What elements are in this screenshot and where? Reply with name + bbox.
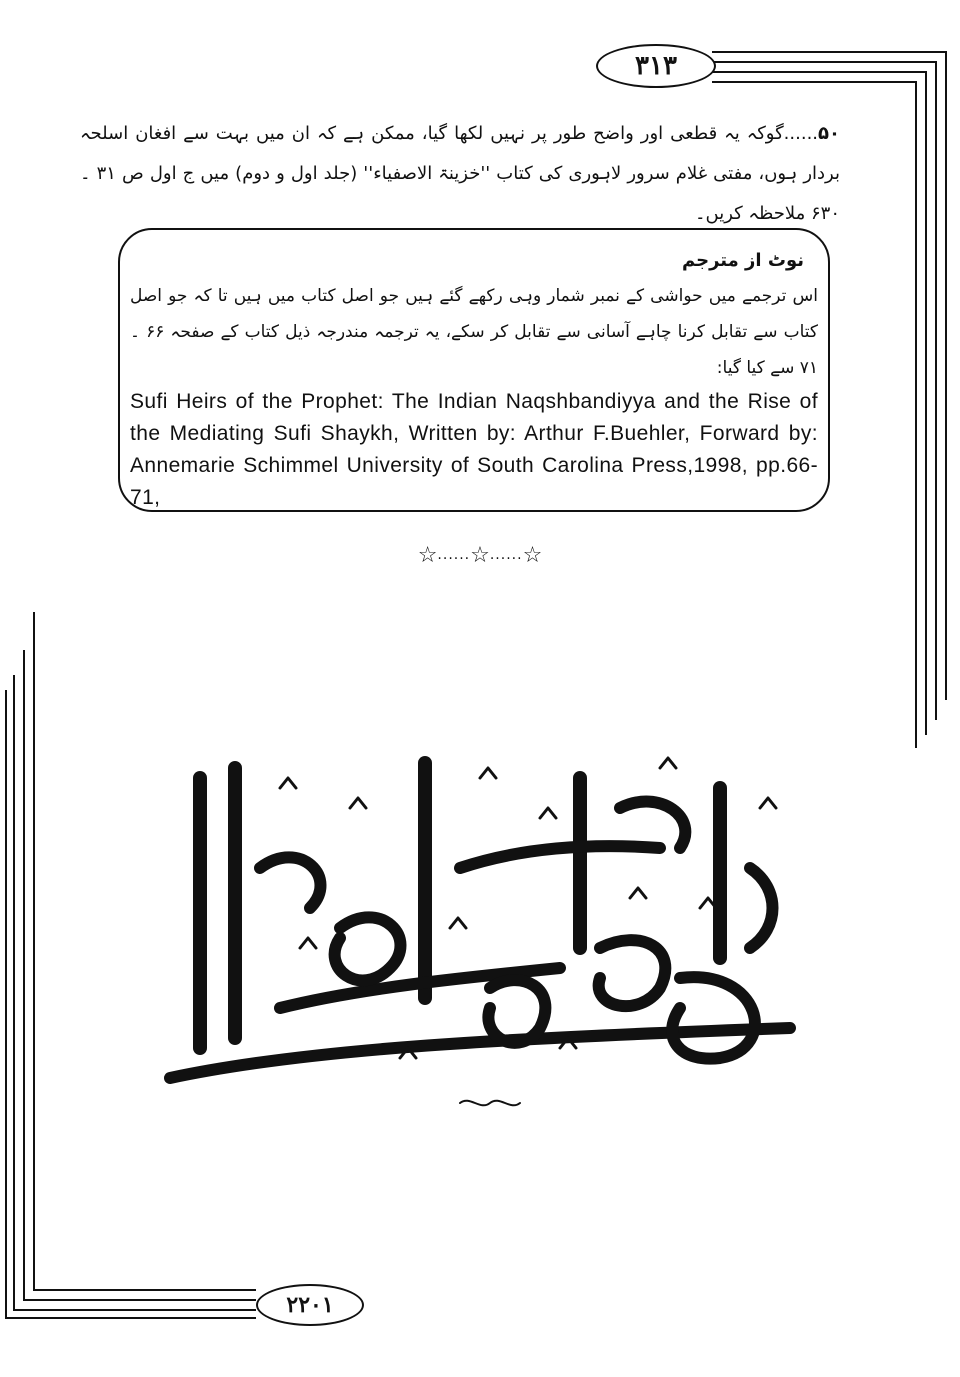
page-number-top: ۳۱۳ (596, 44, 716, 88)
section-separator (400, 540, 560, 570)
arabic-calligraphy-icon (160, 748, 800, 1138)
star-icon: ☆ (522, 542, 543, 568)
translator-note-english-citation: Sufi Heirs of the Prophet: The Indian Naqshbandiyya and the Rise of the Mediating Sufi Shaykh, Written by: Arthur F.Buehler, Forward by: Annemarie Schimmel University of South Carolina Press,1998, pp.66-71, (130, 390, 818, 509)
footnote-text: ......گوکہ یہ قطعی اور واضح طور پر نہیں لکھا گیا، ممکن ہے کہ ان میں بہت سے افغان اسلحہ بردار ہوں، مفتی غلام سرور لاہوری کی کتاب ''خزینۃ الاصفیاء'' (جلد اول و دوم) میں ج اول ص ۳۱ ۔ ۶۳۰ ملاحظہ کریں۔ (80, 123, 840, 224)
footnote-number: ۵۰ (818, 123, 840, 144)
star-icon: ☆ (417, 542, 438, 568)
separator-dots: ...... (489, 547, 523, 563)
translator-note-title: نوٹ از مترجم (682, 250, 804, 271)
separator-dots: ...... (437, 547, 471, 563)
translator-note-box (118, 228, 830, 512)
page-number-bottom: ۲۲۰۱ (256, 1284, 364, 1326)
footnote-50 (80, 114, 840, 234)
star-icon: ☆ (470, 542, 490, 568)
translator-note-urdu-text: اس ترجمے میں حواشی کے نمبر شمار وہی رکھے گئے ہیں جو اصل کتاب میں ہیں تا کہ جو اصل کتاب سے تقابل کرنا چاہے آسانی سے تقابل کر سکے، یہ ترجمہ مندرجہ ذیل کتاب کے صفحہ ۶۶ ۔ ۷۱ سے کیا گیا: (130, 286, 818, 378)
